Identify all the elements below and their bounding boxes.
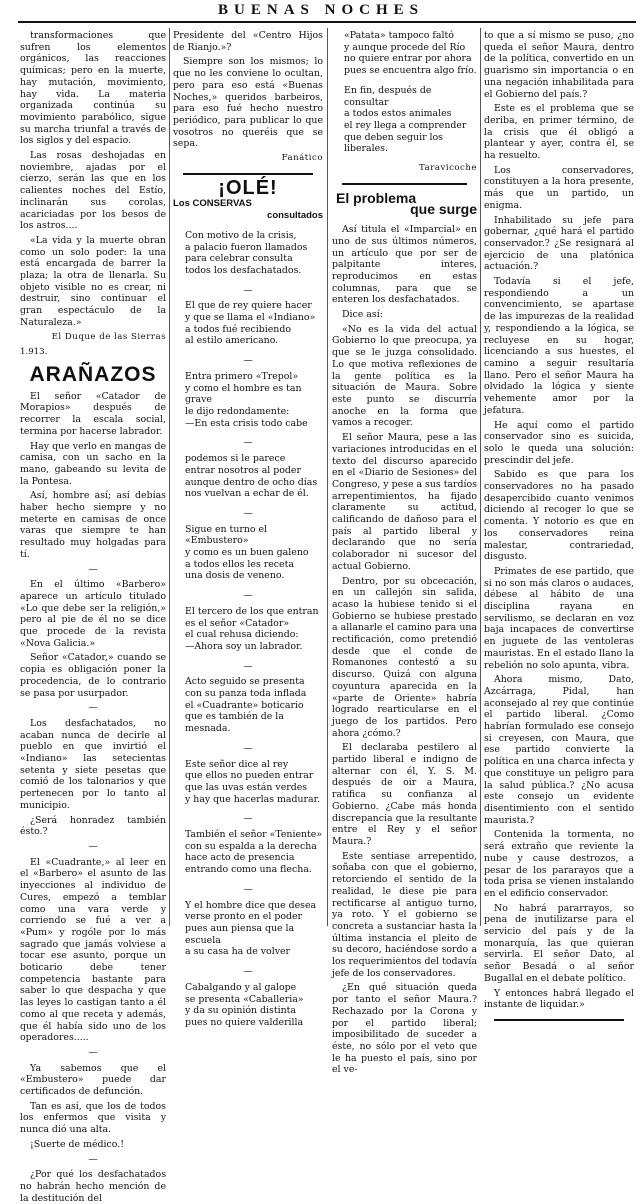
separator: — [243,590,253,602]
separator: — [243,355,253,367]
verse-stanza [332,85,477,155]
paragraph: Presidente del «Centro Hijos de Rianjo.»? [173,30,323,53]
verse-line: que ellos no pueden entrar [185,770,314,782]
paragraph: Ahora mismo, Dato, Azcárraga, Pidal, han aconsejado al rey que continúe el partido liberal. ¿Como habrían formulado ese consejo si creyesen, con Maura, que ese partido convierte la política en una charca infecta y que constituye un peligro para la salud pública.? ¿No acusa este consejo un evidente disentimiento con el sentido maurista.? [484,674,634,826]
verse-line: hace acto de presencia [185,852,295,864]
verse-line: entrar nosotros al poder [185,464,301,476]
article-headline: que surge [410,201,477,218]
column-divider [480,28,481,926]
separator: — [243,284,253,296]
signature: Fanático [281,153,323,164]
verse-line: El que de rey quiere hacer [185,300,312,312]
verse-line: a palacio fueron llamados [185,241,308,253]
verse-line: que las uvas están verdes [185,781,308,793]
verse-line: Cabalgando y al galope [185,981,297,993]
poem-stanza [173,606,323,653]
poem-stanza [173,524,323,583]
section-rule [494,1019,624,1021]
verse-line: Y el hombre dice que desea [185,899,317,911]
separator: — [243,813,253,825]
paragraph: «La vida y la muerte obran como un solo poder: la una está encargada de barrer la plaza; la otra de llenarla. Su objeto visible no es crear, ni destruir, sino continuar el gran espectáculo de la Naturaleza.» [20,234,166,328]
paragraph: Los desfachatados, no acaban nunca de decirle al pueblo en que invirtió el «Indiano» las setecientas setenta y siete pesetas que comió de los talonarios y que pertenecen por lo tanto al municipio. [20,717,166,811]
column-3 [332,30,477,1076]
paragraph: Tan es así, que los de todos los enfermos que visita y nunca dió una alta. [20,1100,166,1136]
separator: — [88,563,98,575]
paragraph: Siempre son los mismos; lo que no les conviene lo ocultan, pero para eso está «Buenas Noches,» queridos barbeiros, para eso fué hecho nuestro periódico, para publicar lo que vosotros no queréis que se sepa. [173,56,323,150]
verse-line: entrando como una flecha. [185,864,312,876]
verse-line: el «Cuadrante» boticario [185,699,304,711]
signature: El Duque de las Sierras [51,331,166,342]
paragraph: Este es el problema que se deriba, en primer término, de la crisis que él obligó a plantear y ayer, contra él, se ha resuelto. [484,103,634,162]
separator: — [243,883,253,895]
paragraph: ¿En qué situación queda por tanto el señor Maura.? Rechazado por la Corona y por el partido liberal; imposibilitado de suceder a éste, no sólo por el veto que le ha puesto el país, sino por el ve- [332,982,477,1076]
verse-line: a todos estos animales [344,108,452,120]
verse-line: —En esta crisis todo cabe [185,417,308,429]
poem-stanza [173,230,323,277]
paragraph: Todavía si el jefe, respondiendo a un convencimiento, se apartase de las impurezas de la realidad y, respondiendo a la lógica, se recluyese en su hogar, licenciando a sus huestes, el camino a seguir resultaría llano. Pero el señor Maura ha olvidado la lógica y siente vehemente amor por la jefatura. [484,276,634,416]
separator: — [88,1153,98,1165]
verse-line: no quiere entrar por ahora [344,53,472,65]
verse-line: es el señor «Catador» [185,617,290,629]
paragraph: El declaraba pestilero al partido liberal e indigno de alternar con él, Y. S. M. después de oir a Maura, ratifica su confianza al Gobierno. ¿Cabe más honda discrepancia que la resultante entre el Rey y el señor Maura.? [332,742,477,847]
paragraph: Dentro, por su obcecación, en un callejón sin salida, acaso la hubiese tenido si el Gobierno se hubiese prestado a allanarle el camino para una rectificación, como pretendió desde que el conde de Romanones contestó a su discurso. Quizá con alguna coyuntura aparecida en la «parte de Oriente» habría logrado rearticularse en el juego de los partidos. Pero ahora ¿cómo.? [332,575,477,739]
separator: — [88,841,98,852]
verse-line: —Ahora soy un labrador. [185,640,303,652]
verse-line: pues se encuentra algo frío. [344,65,477,77]
column-2 [173,30,323,1028]
verse-line: el rey llega a comprender [344,119,467,131]
signature: Taravicoche [419,163,477,174]
verse-line: Entra primero «Trepol» [185,370,299,382]
verse-line: y da su opinión distinta [185,1005,296,1017]
separator: — [243,437,253,449]
verse-line: Con motivo de la crisis, [185,229,297,241]
separator: — [88,1046,98,1058]
verse-line: aunque dentro de ocho días [185,476,318,488]
verse-line: todos los desfachatados. [185,264,302,276]
column-4 [484,30,634,1011]
verse-stanza [332,30,477,77]
paragraph: to que a sí mismo se puso, ¿no queda el señor Maura, dentro de la política, convertido en un guarismo sin importancia o en una negación inhabilitada para el Gobierno del país.? [484,30,634,100]
paragraph: transformaciones que sufren los elementos orgánicos, las reacciones químicas; pero en la muerte, hay mutación, movimiento, hay vida. La materia organizada continúa su movimiento parabólico, sigue su marcha triunfal a través de los siglos y del espacio. [20,30,166,147]
masthead-rule [18,21,636,23]
paragraph: El «Cuadrante,» al leer en el «Barbero» el asunto de las inyecciones al individuo de Cures, empezó a temblar como una vara verde y corriendo se fué a ver a «Pum» y rogóle por lo más sagrado que jamás volviese a tocar ese asunto, porque un boticario debe tener competencia bastante para saber lo que despacha y que las leyes lo castigan tanto a él como al que receta y además, que él había sido uno de los operadores..... [20,856,166,1044]
separator: — [88,702,98,714]
paragraph: He aquí como el partido conservador sino es suicida, solo le queda una solución: prescindir del jefe. [484,419,634,466]
column-1 [20,30,166,1204]
poem-subtitle: Los CONSERVAS [173,198,252,210]
verse-line: El tercero de los que entran [185,605,319,617]
paragraph: Las rosas deshojadas en noviembre, ajadas por el cierzo, serán las que en los calientes noches del Estío, inclinarán sus corolas, acariciadas por los besos de los astros.... [20,150,166,232]
verse-line: una dosis de veneno. [185,570,285,582]
separator: — [243,507,253,519]
poem-stanza [173,829,323,876]
verse-line: Acto seguido se presenta [185,676,305,688]
verse-line: pues no quiere valderilla [185,1016,304,1028]
paragraph: Este sentiase arrepentido, soñaba con que el gobierno, retorciendo el sentido de la realidad, le diese pie para rectificarse al antiguo turno, ya roto. Y el gobierno se concreta a sustanciar hasta la última instancia el pleito de su decoro, haciéndose sordo a los requerimientos del todavía jefe de los conservadores. [332,850,477,979]
paragraph: Sabido es que para los conservadores no ha pasado desapercibido cuanto venimos diciendo al recoger lo que se comenta. Y notorio es que en los conservadores reina malestar, contrariedad, disgusto. [484,469,634,563]
verse-line: y como es un buen galeno [185,547,309,559]
poem-stanza [173,676,323,735]
paragraph: Ya sabemos que el «Embustero» puede dar certificados de defunción. [20,1062,166,1098]
section-title: ARAÑAZOS [29,362,157,386]
paragraph: Así, hombre así; así debías haber hecho siempre y no meterte en camisas de once varas que siempre te han resultado muy holgadas para tí. [20,490,166,560]
column-divider [327,28,328,926]
paragraph: En el último «Barbero» aparece un artículo titulado «Lo que debe ser la religión,» pero al pie de él no se dice que procede de la revista «Nova Galicia.» [20,579,166,649]
poem-title: ¡OLÉ! [218,176,278,199]
poem-stanza [173,759,323,806]
verse-line: el cual rehusa diciendo: [185,629,299,641]
paragraph: «No es la vida del actual Gobierno lo que preocupa, ya que se le juzga consolidado. Lo que motiva reflexiones de la gente política es la situación de Maura. Sobre este punto se discurría anoche en la forma que vamos a recoger. [332,323,477,429]
poem-stanza [173,982,323,1029]
verse-line: nos vuelvan a echar de él. [185,488,309,500]
paragraph: Primates de ese partido, que si no son más claros o audaces, débese al hábito de una disciplina rayana en servilismo, se declaran en voz baja incapaces de convertirse en juguete de las ventoleras mauristas. En el estado llano la rebelión no solo apunta, vibra. [484,565,634,671]
paragraph: Dice así: [342,309,383,321]
verse-line: «Patata» tampoco faltó [344,30,454,41]
verse-line: con su espalda a la derecha [185,840,317,852]
article-headline: El problema [336,189,417,206]
verse-line: y hay que hacerlas madurar. [185,793,321,805]
poem-stanza [173,300,323,347]
verse-line: podemos si le parece [185,453,286,465]
poem-stanza [173,900,323,959]
paragraph: Así titula el «Imparcial» en uno de sus últimos números, un artículo que por ser de palpitante interes, reproducimos en estas columnas, para que se enteren los desfachatados. [332,224,477,306]
verse-line: se presenta «Caballeria» [185,993,304,1005]
verse-line: pues aun piensa que la escuela [185,923,295,946]
verse-line: que deben seguir los liberales. [344,131,443,155]
verse-line: a todos fué recibiendo [185,323,291,335]
date-line: 1.913. [20,347,48,358]
verse-line: Sigue en turno el «Embustero» [185,523,268,547]
separator: — [243,660,253,672]
verse-line: También el señor «Teniente» [185,829,323,841]
poem-stanza [173,453,323,500]
paragraph: No habrá pararrayos, so pena de inutilizarse para el servicio del país y de la monarquía, las que quieran servirla. El señor Dato, al señor Besadá o al señor Bugallal en el debate político. [484,902,634,984]
verse-line: a todos ellos les receta [185,558,294,570]
verse-line: y aunque procede del Río [344,41,466,53]
paragraph: Los conservadores, constituyen a la hora presente, más que un partido, un enigma. [484,164,634,211]
newspaper-title: BUENAS NOCHES [218,2,424,18]
verse-line: y como el hombre es tan grave [185,382,302,406]
column-divider [169,28,170,926]
verse-line: al estilo americano. [185,335,279,347]
separator: — [243,966,253,978]
paragraph: Señor «Catador,» cuando se copia es obligación poner la procedencia, de lo contrario se pasa por usurpador. [20,652,166,699]
section-rule [342,183,467,185]
verse-line: a su casa ha de volver [185,946,291,958]
verse-line: En fin, después de consultar [344,84,432,108]
paragraph: ¿Por qué los desfachatados no habrán hecho mención de la destitución del [20,1169,166,1204]
verse-line: con su panza toda inflada [185,688,307,700]
verse-line: y que se llama el «Indiano» [185,312,316,324]
paragraph: ¿Será honradez también ésto.? [20,814,166,838]
paragraph: ¡Suerte de médico.! [30,1138,124,1150]
paragraph: Contenida la tormenta, no será extraño que reviente la nube y cause destrozos, a pesar de los pararayos que a toda prisa se vienen instalando en el edificio conservador. [484,829,634,899]
paragraph: El señor Maura, pese a las variaciones introducidas en el texto del discurso aparecido en el «Diario de Sesiones» del Congreso, y pese a sus tardíos arrepentimientos, ha fijado claramente su actitud, calificando de dañoso para el país al partido liberal y declarando que no sería colaborador ni sucesor del actual Gobierno. [332,432,477,572]
separator: — [243,742,253,754]
paragraph: Y entonces habrá llegado el instante de liquidar.» [484,987,634,1011]
verse-line: verse pronto en el poder [185,911,302,923]
section-rule [183,173,313,175]
paragraph: Hay que verlo en mangas de camisa, con un sacho en la mano, gabeando su levita de la Pontesa. [20,440,166,487]
verse-line: Este señor dice al rey [185,758,289,770]
poem-stanza [173,371,323,430]
poem-body [173,230,323,1029]
paragraph: El señor «Catador de Morapios» después de recorrer la escala social, termina por hacerse labrador. [20,390,166,437]
paragraph: Inhabilitado su jefe para gobernar, ¿qué hará el partido conservador.? ¿Se resignará al ejercicio de una platónica actuación.? [484,214,634,273]
verse-line: para celebrar consulta [185,253,293,265]
poem-subtitle: consultados [267,210,323,222]
verse-line: le dijo redondamente: [185,405,290,417]
verse-line: que es también de la mesnada. [185,711,284,735]
masthead [0,2,642,19]
